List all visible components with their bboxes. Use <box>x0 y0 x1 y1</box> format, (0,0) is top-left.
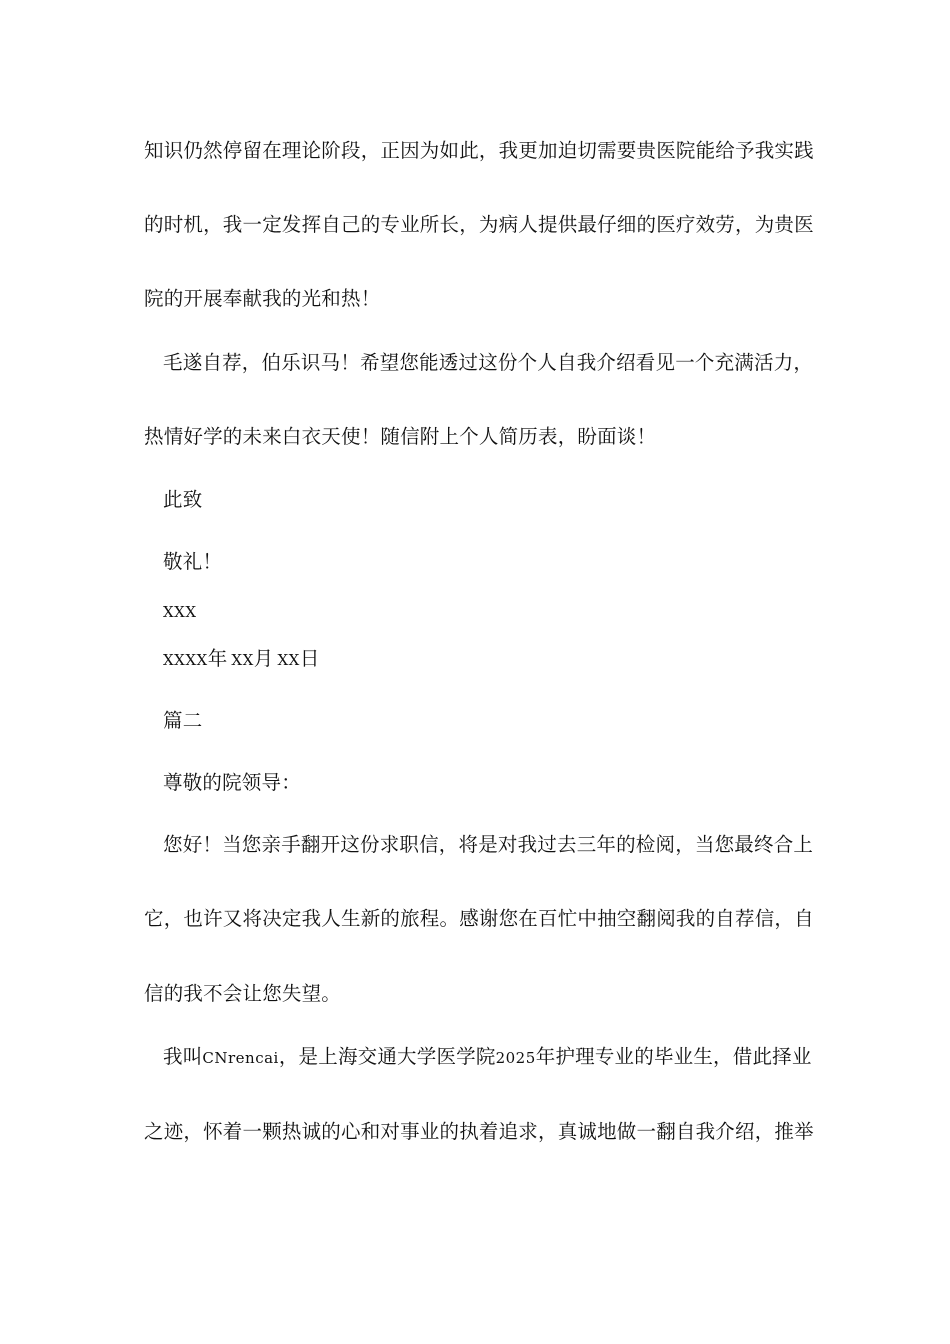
closing-salute: 敬礼！ <box>163 550 223 573</box>
salutation: 尊敬的院领导： <box>163 771 301 794</box>
paragraph-line: 毛遂自荐，伯乐识马！希望您能透过这份个人自我介绍看见一个充满活力， <box>163 351 814 374</box>
intro-middle: ，是上海交通大学医学院 <box>278 1045 496 1068</box>
date-day: XX <box>277 651 300 669</box>
date-month: XX <box>231 651 254 669</box>
date-day-unit: 日 <box>299 647 320 670</box>
section-heading: 篇二 <box>163 709 203 732</box>
applicant-name: CNrencai <box>202 1049 279 1067</box>
date-month-unit: 月 <box>253 647 274 670</box>
intro-line <box>163 1045 843 1070</box>
paragraph-line: 之迹，怀着一颗热诚的心和对事业的执着追求，真诚地做一翻自我介绍，推举 <box>144 1120 814 1143</box>
paragraph-line: 您好！当您亲手翻开这份求职信，将是对我过去三年的检阅，当您最终合上 <box>163 833 814 856</box>
paragraph-line: 它，也许又将决定我人生新的旅程。感谢您在百忙中抽空翻阅我的自荐信，自 <box>144 907 814 930</box>
signature-name: XXX <box>163 603 197 621</box>
graduation-year: 2025 <box>495 1049 536 1067</box>
paragraph-line: 知识仍然停留在理论阶段，正因为如此，我更加迫切需要贵医院能给予我实践 <box>144 139 814 162</box>
closing-phrase: 此致 <box>163 488 203 511</box>
intro-prefix: 我叫 <box>163 1045 203 1068</box>
paragraph-line: 院的开展奉献我的光和热！ <box>144 287 381 310</box>
paragraph-line: 信的我不会让您失望。 <box>144 982 342 1005</box>
paragraph-line: 的时机，我一定发挥自己的专业所长，为病人提供最仔细的医疗效劳，为贵医 <box>144 213 814 236</box>
date-year: XXXX <box>163 651 208 669</box>
date-year-unit: 年 <box>207 647 228 670</box>
intro-suffix: 年护理专业的毕业生，借此择业 <box>535 1045 812 1068</box>
paragraph-line: 热情好学的未来白衣天使！随信附上个人简历表，盼面谈！ <box>144 425 657 448</box>
signature-date <box>163 647 843 672</box>
